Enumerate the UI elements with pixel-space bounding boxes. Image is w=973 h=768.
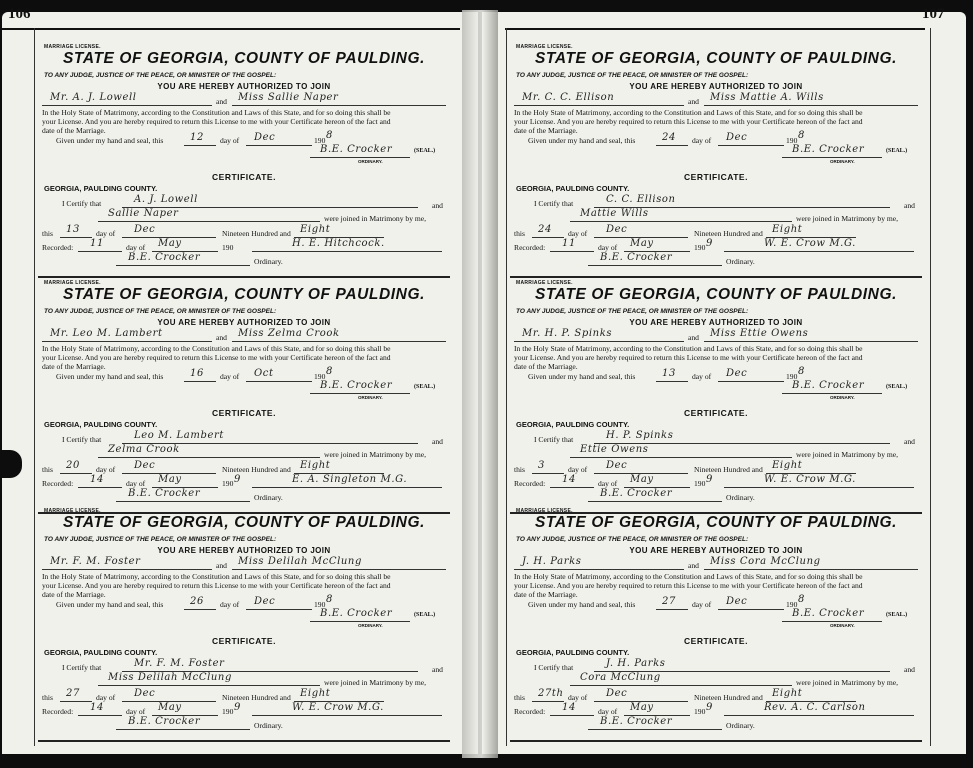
license-body-line-2: your License. And you are hereby required to return this License to me with your Certificate hereon of the fact and bbox=[42, 581, 391, 590]
seal-label: (SEAL.) bbox=[886, 148, 908, 154]
given-month: Dec bbox=[254, 132, 276, 143]
ordinary-small-label: ORDINARY. bbox=[830, 395, 855, 400]
given-year: 8 bbox=[798, 594, 805, 605]
groom-name: J. H. Parks bbox=[522, 556, 582, 567]
joined-label: were joined in Matrimony by me, bbox=[796, 214, 899, 223]
cert-year: Eight bbox=[300, 688, 331, 699]
license-block bbox=[510, 508, 922, 736]
license-state-title: STATE OF GEORGIA, COUNTY OF PAULDING. bbox=[534, 50, 898, 67]
cert-day-of-label: day of bbox=[568, 229, 588, 238]
rec-day-of-label: day of bbox=[598, 707, 618, 716]
given-label: Given under my hand and seal, this bbox=[56, 372, 164, 381]
cert-groom-name: H. P. Spinks bbox=[606, 430, 674, 441]
book-gutter bbox=[462, 10, 498, 758]
rec-year-prefix: 190 bbox=[222, 479, 234, 488]
given-year: 8 bbox=[326, 594, 333, 605]
certificate-county: GEORGIA, PAULDING COUNTY. bbox=[44, 184, 158, 193]
given-label: Given under my hand and seal, this bbox=[56, 600, 164, 609]
rec-year-prefix: 190 bbox=[222, 707, 234, 716]
bride-name: Miss Mattie A. Wills bbox=[710, 92, 824, 103]
groom-name: Mr. H. P. Spinks bbox=[522, 328, 613, 339]
minister-signature: W. E. Crow M.G. bbox=[764, 238, 856, 249]
license-state-title: STATE OF GEORGIA, COUNTY OF PAULDING. bbox=[62, 286, 426, 303]
license-addressee: TO ANY JUDGE, JUSTICE OF THE PEACE, OR MINISTER OF THE GOSPEL: bbox=[44, 536, 277, 543]
cert-month: Dec bbox=[606, 460, 628, 471]
cert-day: 20 bbox=[66, 460, 80, 471]
license-body-line-3: date of the Marriage. bbox=[514, 362, 578, 371]
seal-label: (SEAL.) bbox=[414, 148, 436, 154]
page-number-left: 106 bbox=[8, 6, 31, 22]
nineteen-hundred-label: Nineteen Hundred and bbox=[222, 229, 291, 238]
given-day-of-label: day of bbox=[220, 600, 240, 609]
license-header: MARRIAGE LICENSE. bbox=[516, 44, 573, 50]
rec-ordinary-signature: B.E. Crocker bbox=[128, 252, 201, 263]
cert-bride-name: Sallie Naper bbox=[108, 208, 179, 219]
this-label: this bbox=[514, 693, 525, 702]
given-day-of-label: day of bbox=[692, 600, 712, 609]
given-day-of-label: day of bbox=[692, 136, 712, 145]
given-label: Given under my hand and seal, this bbox=[528, 136, 636, 145]
rec-year-prefix: 190 bbox=[694, 243, 706, 252]
nineteen-hundred-label: Nineteen Hundred and bbox=[222, 465, 291, 474]
license-state-title: STATE OF GEORGIA, COUNTY OF PAULDING. bbox=[62, 514, 426, 531]
and-label: and bbox=[216, 333, 227, 342]
certificate-title: CERTIFICATE. bbox=[684, 172, 748, 182]
license-authorization: YOU ARE HEREBY AUTHORIZED TO JOIN bbox=[157, 82, 331, 91]
ordinary-signature: B.E. Crocker bbox=[320, 608, 393, 619]
license-block bbox=[510, 44, 922, 272]
cert-day: 13 bbox=[66, 224, 80, 235]
cert-month: Dec bbox=[134, 224, 156, 235]
ordinary-small-label: ORDINARY. bbox=[358, 623, 383, 628]
license-body-line-2: your License. And you are hereby required to return this License to me with your Certificate hereon of the fact and bbox=[514, 117, 863, 126]
cert-bride-name: Cora McClung bbox=[580, 672, 661, 683]
rec-day-of-label: day of bbox=[126, 707, 146, 716]
license-block bbox=[38, 508, 450, 736]
cert-groom-name: C. C. Ellison bbox=[606, 194, 676, 205]
certify-label: I Certify that bbox=[62, 435, 102, 444]
license-addressee: TO ANY JUDGE, JUSTICE OF THE PEACE, OR MINISTER OF THE GOSPEL: bbox=[44, 72, 277, 79]
ordinary-signature: B.E. Crocker bbox=[792, 380, 865, 391]
rec-day: 14 bbox=[562, 702, 576, 713]
cert-month: Dec bbox=[134, 460, 156, 471]
license-state-title: STATE OF GEORGIA, COUNTY OF PAULDING. bbox=[534, 514, 898, 531]
margin-line-right-outer bbox=[930, 28, 931, 746]
cert-and-label: and bbox=[904, 437, 915, 446]
certificate-county: GEORGIA, PAULDING COUNTY. bbox=[516, 648, 630, 657]
cert-and-label: and bbox=[432, 665, 443, 674]
license-body-line-2: your License. And you are hereby required to return this License to me with your Certificate hereon of the fact and bbox=[42, 353, 391, 362]
license-body-line-3: date of the Marriage. bbox=[514, 126, 578, 135]
margin-line-left bbox=[34, 28, 35, 746]
joined-label: were joined in Matrimony by me, bbox=[324, 214, 427, 223]
ordinary-label: Ordinary. bbox=[726, 493, 755, 502]
groom-name: Mr. A. J. Lowell bbox=[50, 92, 137, 103]
cert-day-of-label: day of bbox=[96, 693, 116, 702]
cert-month: Dec bbox=[606, 224, 628, 235]
top-rule-right bbox=[505, 28, 925, 30]
certificate-county: GEORGIA, PAULDING COUNTY. bbox=[44, 420, 158, 429]
rec-month: May bbox=[158, 474, 182, 485]
cert-month: Dec bbox=[606, 688, 628, 699]
license-addressee: TO ANY JUDGE, JUSTICE OF THE PEACE, OR MINISTER OF THE GOSPEL: bbox=[516, 72, 749, 79]
license-body-line-1: In the Holy State of Matrimony, according to the Constitution and Laws of this State, and for so doing this shall be bbox=[42, 108, 391, 117]
cert-day-line bbox=[532, 463, 564, 474]
recorded-label: Recorded: bbox=[514, 479, 546, 488]
license-body-line-3: date of the Marriage. bbox=[42, 126, 106, 135]
recorded-label: Recorded: bbox=[42, 479, 74, 488]
rec-ordinary-signature: B.E. Crocker bbox=[128, 716, 201, 727]
license-body-line-3: date of the Marriage. bbox=[514, 590, 578, 599]
given-year-prefix: 190 bbox=[314, 136, 326, 145]
ordinary-label: Ordinary. bbox=[254, 257, 283, 266]
seal-label: (SEAL.) bbox=[886, 612, 908, 618]
nineteen-hundred-label: Nineteen Hundred and bbox=[694, 693, 763, 702]
ordinary-label: Ordinary. bbox=[726, 721, 755, 730]
given-day-of-label: day of bbox=[692, 372, 712, 381]
cert-bride-name: Miss Delilah McClung bbox=[108, 672, 232, 683]
given-label: Given under my hand and seal, this bbox=[528, 600, 636, 609]
and-label: and bbox=[688, 97, 699, 106]
margin-line-right bbox=[506, 28, 507, 746]
rec-day: 11 bbox=[90, 238, 104, 249]
cert-year: Eight bbox=[772, 688, 803, 699]
this-label: this bbox=[42, 465, 53, 474]
bride-name: Miss Delilah McClung bbox=[238, 556, 362, 567]
and-label: and bbox=[216, 561, 227, 570]
license-header: MARRIAGE LICENSE. bbox=[44, 508, 101, 514]
ordinary-label: Ordinary. bbox=[254, 721, 283, 730]
license-body-line-2: your License. And you are hereby required to return this License to me with your Certificate hereon of the fact and bbox=[514, 581, 863, 590]
rec-month: May bbox=[630, 702, 654, 713]
this-label: this bbox=[42, 229, 53, 238]
license-block bbox=[38, 280, 450, 508]
certificate-title: CERTIFICATE. bbox=[212, 636, 276, 646]
cert-and-label: and bbox=[432, 437, 443, 446]
given-year: 8 bbox=[798, 130, 805, 141]
given-year-prefix: 190 bbox=[314, 372, 326, 381]
minister-signature: E. A. Singleton M.G. bbox=[292, 474, 408, 485]
bride-name: Miss Sallie Naper bbox=[238, 92, 339, 103]
seal-label: (SEAL.) bbox=[414, 384, 436, 390]
given-day-of-label: day of bbox=[220, 136, 240, 145]
rec-ordinary-signature: B.E. Crocker bbox=[600, 716, 673, 727]
nineteen-hundred-label: Nineteen Hundred and bbox=[694, 229, 763, 238]
rec-month: May bbox=[158, 702, 182, 713]
license-body-line-3: date of the Marriage. bbox=[42, 362, 106, 371]
ordinary-signature: B.E. Crocker bbox=[320, 144, 393, 155]
rec-year: 9 bbox=[706, 238, 713, 249]
binding-tab bbox=[0, 450, 22, 478]
license-state-title: STATE OF GEORGIA, COUNTY OF PAULDING. bbox=[534, 286, 898, 303]
cert-year: Eight bbox=[772, 224, 803, 235]
given-day: 26 bbox=[190, 596, 204, 607]
recorded-label: Recorded: bbox=[514, 243, 546, 252]
license-separator bbox=[510, 740, 922, 742]
rec-day: 11 bbox=[562, 238, 576, 249]
bride-name: Miss Cora McClung bbox=[710, 556, 821, 567]
given-month: Dec bbox=[726, 596, 748, 607]
rec-day: 14 bbox=[562, 474, 576, 485]
groom-name: Mr. F. M. Foster bbox=[50, 556, 141, 567]
given-label: Given under my hand and seal, this bbox=[56, 136, 164, 145]
ordinary-small-label: ORDINARY. bbox=[830, 623, 855, 628]
license-header: MARRIAGE LICENSE. bbox=[516, 280, 573, 286]
joined-label: were joined in Matrimony by me, bbox=[796, 450, 899, 459]
license-authorization: YOU ARE HEREBY AUTHORIZED TO JOIN bbox=[157, 318, 331, 327]
cert-groom-name: Mr. F. M. Foster bbox=[134, 658, 225, 669]
cert-day: 3 bbox=[538, 460, 545, 471]
certify-label: I Certify that bbox=[534, 663, 574, 672]
license-separator bbox=[38, 276, 450, 278]
recorded-label: Recorded: bbox=[42, 707, 74, 716]
given-day: 12 bbox=[190, 132, 204, 143]
cert-bride-name: Zelma Crook bbox=[108, 444, 180, 455]
certificate-title: CERTIFICATE. bbox=[684, 408, 748, 418]
joined-label: were joined in Matrimony by me, bbox=[324, 678, 427, 687]
and-label: and bbox=[216, 97, 227, 106]
cert-year: Eight bbox=[300, 460, 331, 471]
ordinary-label: Ordinary. bbox=[726, 257, 755, 266]
given-month: Oct bbox=[254, 368, 274, 379]
given-year: 8 bbox=[326, 366, 333, 377]
license-authorization: YOU ARE HEREBY AUTHORIZED TO JOIN bbox=[157, 546, 331, 555]
rec-day-of-label: day of bbox=[126, 243, 146, 252]
ordinary-small-label: ORDINARY. bbox=[358, 159, 383, 164]
ordinary-small-label: ORDINARY. bbox=[358, 395, 383, 400]
given-year-prefix: 190 bbox=[786, 136, 798, 145]
rec-year-prefix: 190 bbox=[694, 479, 706, 488]
given-day: 16 bbox=[190, 368, 204, 379]
groom-name: Mr. Leo M. Lambert bbox=[50, 328, 163, 339]
rec-day: 14 bbox=[90, 702, 104, 713]
license-block bbox=[38, 44, 450, 272]
given-month: Dec bbox=[254, 596, 276, 607]
given-day: 27 bbox=[662, 596, 676, 607]
rec-year-prefix: 190 bbox=[694, 707, 706, 716]
license-authorization: YOU ARE HEREBY AUTHORIZED TO JOIN bbox=[629, 546, 803, 555]
seal-label: (SEAL.) bbox=[886, 384, 908, 390]
given-year: 8 bbox=[798, 366, 805, 377]
this-label: this bbox=[514, 229, 525, 238]
certify-label: I Certify that bbox=[534, 435, 574, 444]
cert-day-of-label: day of bbox=[96, 229, 116, 238]
bride-name: Miss Zelma Crook bbox=[238, 328, 340, 339]
rec-ordinary-signature: B.E. Crocker bbox=[600, 488, 673, 499]
rec-year: 9 bbox=[234, 474, 241, 485]
cert-groom-name: Leo M. Lambert bbox=[134, 430, 224, 441]
license-body-line-3: date of the Marriage. bbox=[42, 590, 106, 599]
license-body-line-1: In the Holy State of Matrimony, according to the Constitution and Laws of this State, and for so doing this shall be bbox=[42, 344, 391, 353]
rec-ordinary-signature: B.E. Crocker bbox=[128, 488, 201, 499]
cert-day: 27 bbox=[66, 688, 80, 699]
license-body-line-2: your License. And you are hereby required to return this License to me with your Certificate hereon of the fact and bbox=[514, 353, 863, 362]
license-body-line-2: your License. And you are hereby required to return this License to me with your Certificate hereon of the fact and bbox=[42, 117, 391, 126]
certificate-county: GEORGIA, PAULDING COUNTY. bbox=[44, 648, 158, 657]
cert-month: Dec bbox=[134, 688, 156, 699]
certify-label: I Certify that bbox=[534, 199, 574, 208]
rec-day-of-label: day of bbox=[598, 479, 618, 488]
rec-month: May bbox=[630, 238, 654, 249]
rec-day: 14 bbox=[90, 474, 104, 485]
cert-day: 24 bbox=[538, 224, 552, 235]
license-header: MARRIAGE LICENSE. bbox=[44, 280, 101, 286]
given-year-prefix: 190 bbox=[786, 372, 798, 381]
certificate-title: CERTIFICATE. bbox=[212, 172, 276, 182]
ordinary-label: Ordinary. bbox=[254, 493, 283, 502]
minister-signature: H. E. Hitchcock. bbox=[292, 238, 385, 249]
license-separator bbox=[38, 740, 450, 742]
rec-year: 9 bbox=[706, 474, 713, 485]
certify-label: I Certify that bbox=[62, 199, 102, 208]
certificate-county: GEORGIA, PAULDING COUNTY. bbox=[516, 184, 630, 193]
license-separator bbox=[510, 276, 922, 278]
ordinary-signature: B.E. Crocker bbox=[792, 144, 865, 155]
license-addressee: TO ANY JUDGE, JUSTICE OF THE PEACE, OR MINISTER OF THE GOSPEL: bbox=[44, 308, 277, 315]
recorded-label: Recorded: bbox=[514, 707, 546, 716]
recorded-label: Recorded: bbox=[42, 243, 74, 252]
bride-name: Miss Ettie Owens bbox=[710, 328, 809, 339]
given-label: Given under my hand and seal, this bbox=[528, 372, 636, 381]
certificate-title: CERTIFICATE. bbox=[684, 636, 748, 646]
cert-day-of-label: day of bbox=[96, 465, 116, 474]
seal-label: (SEAL.) bbox=[414, 612, 436, 618]
minister-signature: W. E. Crow M.G. bbox=[764, 474, 856, 485]
cert-day: 27th bbox=[538, 688, 564, 699]
cert-and-label: and bbox=[904, 665, 915, 674]
license-authorization: YOU ARE HEREBY AUTHORIZED TO JOIN bbox=[629, 82, 803, 91]
cert-and-label: and bbox=[432, 201, 443, 210]
certificate-county: GEORGIA, PAULDING COUNTY. bbox=[516, 420, 630, 429]
and-label: and bbox=[688, 333, 699, 342]
given-day-of-label: day of bbox=[220, 372, 240, 381]
cert-day-of-label: day of bbox=[568, 693, 588, 702]
page-number-right: 107 bbox=[922, 6, 945, 22]
this-label: this bbox=[514, 465, 525, 474]
rec-day-of-label: day of bbox=[598, 243, 618, 252]
license-header: MARRIAGE LICENSE. bbox=[44, 44, 101, 50]
given-day: 24 bbox=[662, 132, 676, 143]
rec-day-of-label: day of bbox=[126, 479, 146, 488]
nineteen-hundred-label: Nineteen Hundred and bbox=[694, 465, 763, 474]
rec-month: May bbox=[630, 474, 654, 485]
cert-bride-name: Ettie Owens bbox=[580, 444, 649, 455]
given-year-prefix: 190 bbox=[786, 600, 798, 609]
cert-and-label: and bbox=[904, 201, 915, 210]
ordinary-small-label: ORDINARY. bbox=[830, 159, 855, 164]
given-year-prefix: 190 bbox=[314, 600, 326, 609]
cert-year: Eight bbox=[300, 224, 331, 235]
cert-year: Eight bbox=[772, 460, 803, 471]
cert-day-of-label: day of bbox=[568, 465, 588, 474]
this-label: this bbox=[42, 693, 53, 702]
license-state-title: STATE OF GEORGIA, COUNTY OF PAULDING. bbox=[62, 50, 426, 67]
rec-year-prefix: 190 bbox=[222, 243, 234, 252]
license-authorization: YOU ARE HEREBY AUTHORIZED TO JOIN bbox=[629, 318, 803, 327]
certify-label: I Certify that bbox=[62, 663, 102, 672]
and-label: and bbox=[688, 561, 699, 570]
license-addressee: TO ANY JUDGE, JUSTICE OF THE PEACE, OR MINISTER OF THE GOSPEL: bbox=[516, 536, 749, 543]
license-body-line-1: In the Holy State of Matrimony, according to the Constitution and Laws of this State, and for so doing this shall be bbox=[514, 108, 863, 117]
top-rule-left bbox=[2, 28, 460, 30]
minister-signature: Rev. A. C. Carlson bbox=[764, 702, 866, 713]
nineteen-hundred-label: Nineteen Hundred and bbox=[222, 693, 291, 702]
minister-signature: W. E. Crow M.G. bbox=[292, 702, 384, 713]
certificate-title: CERTIFICATE. bbox=[212, 408, 276, 418]
ordinary-signature: B.E. Crocker bbox=[792, 608, 865, 619]
rec-month: May bbox=[158, 238, 182, 249]
rec-year: 9 bbox=[234, 702, 241, 713]
license-addressee: TO ANY JUDGE, JUSTICE OF THE PEACE, OR MINISTER OF THE GOSPEL: bbox=[516, 308, 749, 315]
joined-label: were joined in Matrimony by me, bbox=[324, 450, 427, 459]
given-month: Dec bbox=[726, 368, 748, 379]
license-body-line-1: In the Holy State of Matrimony, according to the Constitution and Laws of this State, and for so doing this shall be bbox=[514, 572, 863, 581]
groom-name: Mr. C. C. Ellison bbox=[522, 92, 615, 103]
joined-label: were joined in Matrimony by me, bbox=[796, 678, 899, 687]
rec-year: 9 bbox=[706, 702, 713, 713]
cert-bride-name: Mattie Wills bbox=[580, 208, 649, 219]
license-block bbox=[510, 280, 922, 508]
given-year: 8 bbox=[326, 130, 333, 141]
rec-ordinary-signature: B.E. Crocker bbox=[600, 252, 673, 263]
license-body-line-1: In the Holy State of Matrimony, according to the Constitution and Laws of this State, and for so doing this shall be bbox=[42, 572, 391, 581]
given-month: Dec bbox=[726, 132, 748, 143]
ordinary-signature: B.E. Crocker bbox=[320, 380, 393, 391]
cert-groom-name: J. H. Parks bbox=[606, 658, 666, 669]
cert-groom-name: A. J. Lowell bbox=[134, 194, 198, 205]
given-day: 13 bbox=[662, 368, 676, 379]
license-body-line-1: In the Holy State of Matrimony, according to the Constitution and Laws of this State, and for so doing this shall be bbox=[514, 344, 863, 353]
license-header: MARRIAGE LICENSE. bbox=[516, 508, 573, 514]
